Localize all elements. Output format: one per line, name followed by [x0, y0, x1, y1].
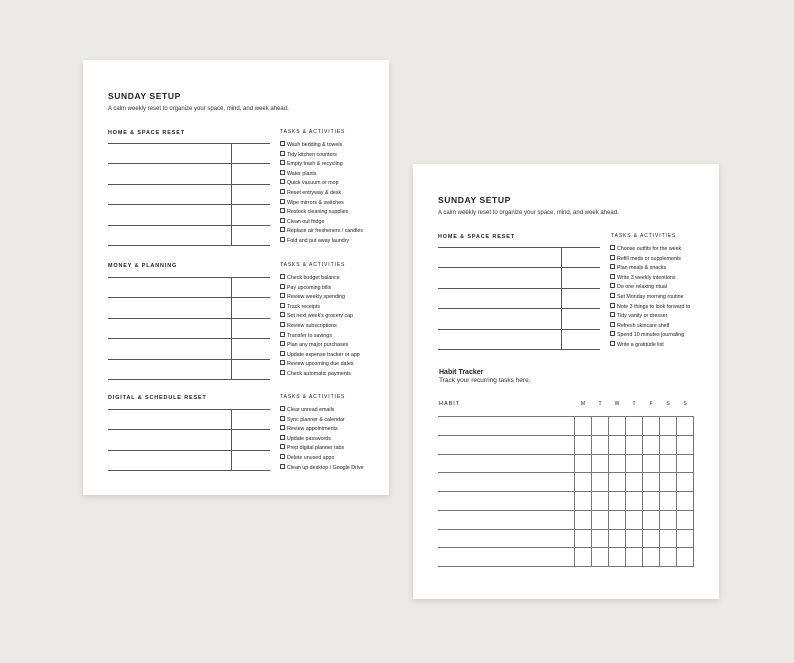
- task-item: Clean up desktop / Google Drive: [280, 464, 364, 474]
- day-label-wednesday: W: [614, 401, 620, 407]
- task-item: Choose outfits for the week: [610, 245, 690, 255]
- day-label-tuesday: T: [598, 401, 602, 407]
- task-item: Track receipts: [280, 303, 360, 313]
- page-subtitle: A calm weekly reset to organize your space, mind, and week ahead.: [438, 210, 619, 216]
- task-item: Tidy kitchen counters: [280, 151, 363, 161]
- task-item: Delete unused apps: [280, 454, 364, 464]
- task-item: Clean out fridge: [280, 218, 363, 228]
- task-list-home: [610, 245, 690, 351]
- task-item: Quick vacuum or mop: [280, 179, 363, 189]
- task-item: Update expense tracker or app: [280, 351, 360, 361]
- task-item: Replace air fresheners / candles: [280, 227, 363, 237]
- task-item: Review upcoming due dates: [280, 360, 360, 370]
- task-item: Spend 10 minutes journaling: [610, 331, 690, 341]
- task-item: Set Monday morning routine: [610, 293, 690, 303]
- page-title: SUNDAY SETUP: [438, 195, 511, 205]
- task-item: Wash bedding & towels: [280, 141, 363, 151]
- task-item: Water plants: [280, 170, 363, 180]
- habit-tracker-subtitle: Track your recurring tasks here.: [439, 377, 531, 384]
- writing-grid-home: [108, 143, 270, 246]
- section-heading-digital: DIGITAL & SCHEDULE RESET: [108, 395, 207, 401]
- habit-column-header: HABIT: [439, 401, 461, 407]
- tasks-column-header: TASKS & ACTIVITIES: [611, 233, 677, 239]
- task-item: Empty trash & recycling: [280, 160, 363, 170]
- task-item: Clear unread emails: [280, 406, 364, 416]
- task-item: Check automatic payments: [280, 370, 360, 380]
- task-item: Refresh skincare shelf: [610, 322, 690, 332]
- planner-page-2: [413, 164, 719, 599]
- day-label-monday: M: [580, 401, 586, 407]
- task-item: Reset entryway & desk: [280, 189, 363, 199]
- habit-tracker-grid: [438, 416, 694, 567]
- section-heading-home: HOME & SPACE RESET: [108, 130, 185, 136]
- tasks-column-header: TASKS & ACTIVITIES: [280, 129, 346, 135]
- task-item: Do one relaxing ritual: [610, 283, 690, 293]
- task-item: Pay upcoming bills: [280, 284, 360, 294]
- task-item: Prep digital planner tabs: [280, 444, 364, 454]
- task-item: Write 3 weekly intentions: [610, 274, 690, 284]
- writing-grid-home: [438, 247, 600, 350]
- task-item: Plan any major purchases: [280, 341, 360, 351]
- task-item: Update passwords: [280, 435, 364, 445]
- task-item: Set next week's grocery cap: [280, 312, 360, 322]
- task-item: Transfer to savings: [280, 332, 360, 342]
- task-item: Sync planner & calendar: [280, 416, 364, 426]
- page-subtitle: A calm weekly reset to organize your space, mind, and week ahead.: [108, 106, 289, 112]
- writing-grid-digital: [108, 409, 270, 471]
- day-label-saturday: S: [666, 401, 670, 407]
- page-title: SUNDAY SETUP: [108, 91, 181, 101]
- day-label-sunday: S: [683, 401, 687, 407]
- habit-tracker-title: Habit Tracker: [439, 369, 484, 376]
- task-item: Note 3 things to look forward to: [610, 303, 690, 313]
- task-list-money: [280, 274, 360, 380]
- section-heading-money: MONEY & PLANNING: [108, 263, 178, 269]
- task-item: Restock cleaning supplies: [280, 208, 363, 218]
- task-item: Review appointments: [280, 425, 364, 435]
- task-item: Write a gratitude list: [610, 341, 690, 351]
- day-label-friday: F: [649, 401, 653, 407]
- task-item: Wipe mirrors & switches: [280, 199, 363, 209]
- tasks-column-header: TASKS & ACTIVITIES: [280, 262, 346, 268]
- tasks-column-header: TASKS & ACTIVITIES: [280, 394, 346, 400]
- task-item: Tidy vanity or dresser: [610, 312, 690, 322]
- task-item: Plan meals & snacks: [610, 264, 690, 274]
- writing-grid-money: [108, 277, 270, 380]
- task-list-digital: [280, 406, 364, 473]
- task-item: Refill meds or supplements: [610, 255, 690, 265]
- task-item: Check budget balance: [280, 274, 360, 284]
- task-list-home: [280, 141, 363, 247]
- day-label-thursday: T: [632, 401, 636, 407]
- task-item: Review weekly spending: [280, 293, 360, 303]
- task-item: Fold and put away laundry: [280, 237, 363, 247]
- planner-page-1: [83, 60, 389, 495]
- task-item: Review subscriptions: [280, 322, 360, 332]
- section-heading-home: HOME & SPACE RESET: [438, 234, 515, 240]
